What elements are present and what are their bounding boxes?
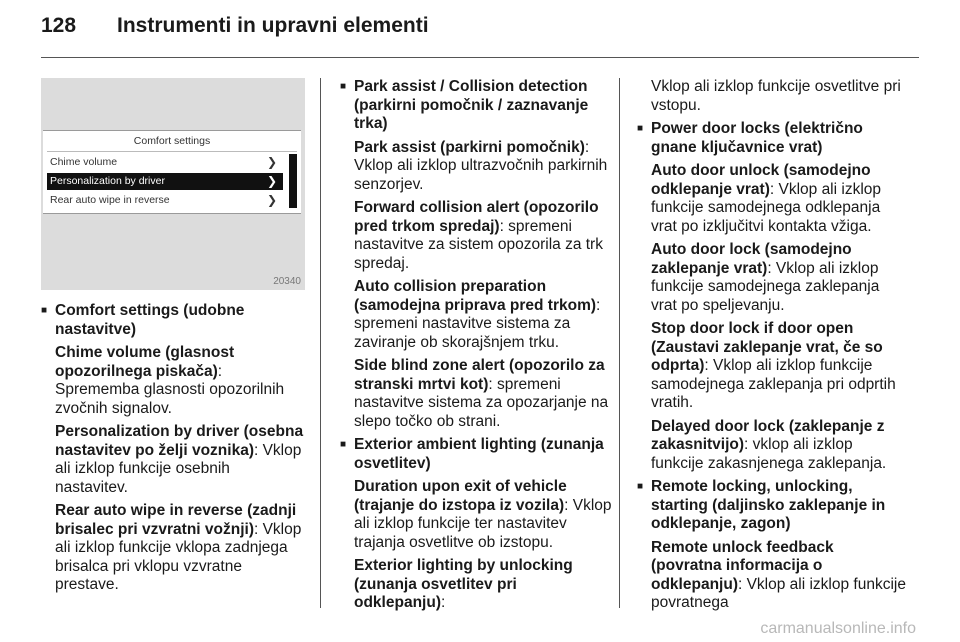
column-divider [320,78,321,608]
menu-item-personalization [47,173,283,190]
setting-title: Side blind zone alert (opozorilo za stranski mrtvi kot) [354,357,605,393]
setting-title: Forward collision alert (opozorilo pred trkom spredaj) [354,199,599,235]
setting-desc: : Vklop ali izklop funkcije ter nastavitev trajanja osvetlitve ob izstopu. [354,496,612,551]
continued-text: Vklop ali izklop funkcije osvetlitve pri vstopu. [651,78,901,114]
setting-title: Stop door lock if door open (Zaustavi zaklepanje vrat, če so odprta) [651,320,883,374]
setting-entry [41,344,307,418]
setting-title: Exterior lighting by unlocking (zunanja osvetlitev pri odklepanju) [354,557,573,611]
setting-entry [41,423,307,497]
header-rule [41,57,919,58]
setting-desc: : [440,594,446,611]
column-divider [619,78,620,608]
bullet-heading: ■ Park assist / Collision detection (parkirni pomočnik / zaznavanje trka) [340,78,612,134]
setting-entry [637,162,907,236]
setting-entry [637,241,907,315]
setting-desc: : spremeni nastavitve za sistem opozorila za trk spredaj. [354,217,603,272]
setting-entry [340,139,612,195]
setting-desc: : Vklop ali izklop funkcije samodejnega zaklepanja vrat po speljevanju. [651,259,880,314]
setting-title: Personalization by driver (osebna nastavitev po želji voznika) [55,423,304,459]
display-screen [43,130,301,214]
column-2 [340,78,612,618]
page-number: 128 [41,14,77,37]
setting-title: Chime volume (glasnost opozorilnega piskača) [55,344,235,380]
bullet-heading: ■ Exterior ambient lighting (zunanja osvetlitev) [340,436,612,473]
menu-item-label: Personalization by driver [50,175,165,187]
setting-entry [637,418,907,474]
bullet-heading: ■ Remote locking, unlocking, starting (daljinsko zaklepanje in odklepanje, zagon) [637,478,907,534]
setting-desc: : Vklop ali izklop funkcije samodejnega zaklepanja pri odprtih vratih. [651,357,896,411]
setting-desc: : Vklop ali izklop funkcije osebnih nastavitev. [55,441,302,496]
setting-desc: : Vklop ali izklop funkcije samodejnega odklepanja vrat po izključitvi kontakta vžiga. [651,180,882,235]
chevron-right-icon: ❯ [266,155,277,169]
setting-desc: : spremeni nastavitve sistema za zaviranje ob skorajšnjem trku. [354,296,601,351]
setting-title: Duration upon exit of vehicle (trajanje do izstopa iz vozila) [354,478,567,514]
menu-item-label: Rear auto wipe in reverse [50,194,170,206]
comfort-settings-figure [41,78,305,290]
chevron-right-icon: ❯ [266,193,277,207]
bullet-heading: ■ Comfort settings (udobne nastavitve) [41,302,307,339]
setting-entry [340,557,612,613]
setting-title: Park assist (parkirni pomočnik) [354,138,585,156]
setting-desc: : vklop ali izklop funkcije zakasnjenega zaklepanja. [651,436,887,472]
screen-divider [47,151,297,152]
watermark: carmanualsonline.info [760,620,916,637]
setting-title: Remote unlock feedback (povratna informacija o odklepanju) [651,538,834,593]
menu-item-label: Chime volume [50,156,118,168]
setting-entry [340,478,612,552]
setting-title: Rear auto wipe in reverse (zadnji brisalec pri vzvratni vožnji) [55,502,297,538]
setting-desc: : spremeni nastavitve sistema za opozarjanje na slepo točko ob strani. [354,375,609,430]
menu-item-rear-wipe [47,192,283,209]
scrollbar [289,154,297,208]
setting-entry [340,278,612,352]
bullet-heading: ■ Power door locks (električno gnane ključavnice vrat) [637,120,907,157]
chevron-right-icon: ❯ [266,174,277,188]
setting-desc: : Sprememba glasnosti opozorilnih zvočnih signalov. [55,362,285,417]
setting-entry [637,539,907,613]
screen-title: Comfort settings [133,135,211,147]
menu-item-chime-volume [47,154,283,171]
setting-title: Auto door unlock (samodejno odklepanje vrat) [651,162,871,198]
setting-desc: : Vklop ali izklop funkcije povratnega [651,575,906,611]
figure-number: 20340 [273,276,301,287]
setting-entry [340,199,612,273]
setting-entry [340,357,612,431]
setting-title: Auto door lock (samodejno zaklepanje vrat) [651,241,852,277]
column-3 [637,78,907,618]
page-title: Instrumenti in upravni elementi [117,14,429,37]
column-1 [41,302,307,600]
setting-desc: : Vklop ali izklop ultrazvočnih parkirnih senzorjev. [354,138,608,193]
setting-title: Auto collision preparation (samodejna priprava pred trkom) [354,278,597,314]
setting-entry [637,320,907,413]
setting-title: Delayed door lock (zaklepanje z zakasnitvijo) [651,417,885,453]
setting-desc: : Vklop ali izklop funkcije vklopa zadnjega brisalca pri vklopu vzvratne prestave. [55,520,302,593]
page-header [41,14,429,38]
setting-entry [41,502,307,595]
